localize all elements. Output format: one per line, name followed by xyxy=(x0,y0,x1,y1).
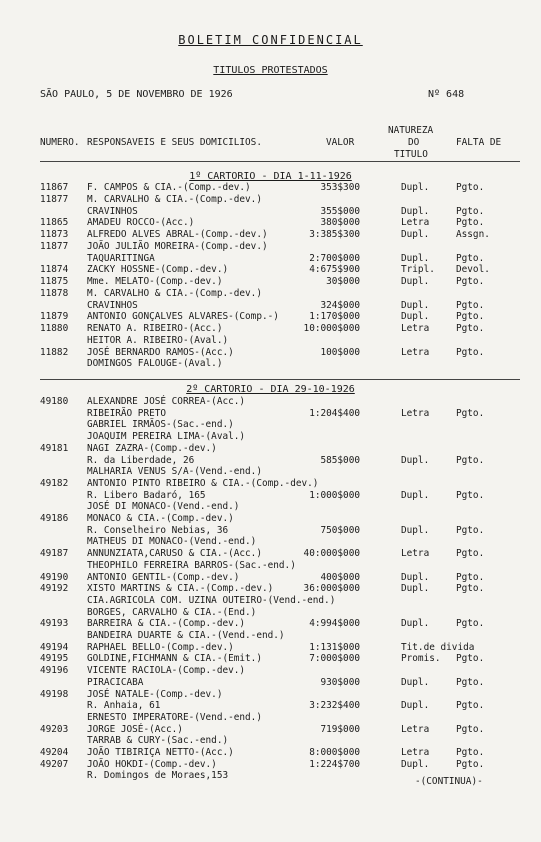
row-value: 3:232$400 xyxy=(309,700,360,712)
row-value: 355$000 xyxy=(320,205,360,217)
row-title-type: Dupl. xyxy=(401,454,430,466)
row-responsible: AMADEU ROCCO-(Acc.) xyxy=(87,217,195,229)
row-reason: Pgto. xyxy=(456,299,485,311)
table-row xyxy=(0,478,541,490)
row-responsible: ZACKY HOSSNE-(Comp.-dev.) xyxy=(87,264,229,276)
row-number: 11878 xyxy=(40,287,69,299)
col-header-valor: VALOR xyxy=(326,137,355,148)
row-value: 3:385$300 xyxy=(309,229,360,240)
row-responsible: BORGES, CARVALHO & CIA.-(End.) xyxy=(87,606,257,618)
table-row xyxy=(0,358,541,370)
row-responsible: R. Libero Badaró, 165 xyxy=(87,489,206,501)
row-responsible: MALHARIA VENUS S/A-(Vend.-end.) xyxy=(87,466,262,478)
row-value: 719$000 xyxy=(320,723,360,735)
col-header-natureza-1: NATUREZA xyxy=(388,125,434,136)
table-row xyxy=(0,677,541,689)
table-row xyxy=(0,595,541,607)
table-row xyxy=(0,490,541,502)
row-value: 1:224$700 xyxy=(309,758,360,770)
row-title-type: Dupl. xyxy=(401,700,430,712)
row-value: 1:170$000 xyxy=(309,311,360,323)
row-reason: Pgto. xyxy=(456,182,485,193)
row-title-type: Letra xyxy=(401,407,430,419)
row-responsible: R. Conselheiro Nebias, 36 xyxy=(87,524,229,536)
row-value: 380$000 xyxy=(320,217,360,229)
row-responsible: ANTONIO GENTIL-(Comp.-dev.) xyxy=(87,571,240,583)
row-number: 49180 xyxy=(40,396,69,407)
continua-footer: -(CONTINUA)- xyxy=(415,776,483,787)
table-row xyxy=(0,653,541,665)
row-responsible: JOSÉ BERNARDO RAMOS-(Acc.) xyxy=(87,346,234,358)
table-row xyxy=(0,665,541,677)
row-responsible: Mme. MELATO-(Comp.-dev.) xyxy=(87,276,223,287)
row-title-type: Letra xyxy=(401,548,430,560)
row-responsible: JOSÉ DI MONACO-(Vend.-end.) xyxy=(87,501,240,513)
row-value: 36:000$000 xyxy=(303,583,360,595)
row-number: 11874 xyxy=(40,264,69,276)
row-number: 49182 xyxy=(40,477,69,489)
table-row xyxy=(0,300,541,312)
table-row xyxy=(0,548,541,560)
row-responsible: RIBEIRÃO PRETO xyxy=(87,407,167,419)
table-row xyxy=(0,607,541,619)
row-number: 49181 xyxy=(40,442,69,454)
row-value: 8:000$000 xyxy=(309,747,360,758)
row-responsible: DOMINGOS FALOUGE-(Aval.) xyxy=(87,358,223,370)
row-number: 11877 xyxy=(40,240,69,252)
table-row xyxy=(0,396,541,408)
table-row xyxy=(0,513,541,525)
row-value: 1:131$000 xyxy=(309,641,360,653)
row-reason: Pgto. xyxy=(456,723,485,735)
row-number: 49187 xyxy=(40,548,69,560)
row-responsible: NAGI ZAZRA-(Comp.-dev.) xyxy=(87,442,217,454)
row-number: 49195 xyxy=(40,653,69,665)
col-header-numero: NUMERO. xyxy=(40,137,80,148)
row-responsible: MATHEUS DI MONACO-(Vend.-end.) xyxy=(87,536,257,548)
row-responsible: CRAVINHOS xyxy=(87,299,138,311)
row-responsible: R. Domingos de Moraes,153 xyxy=(87,770,229,782)
table-row xyxy=(0,700,541,712)
table-row xyxy=(0,443,541,455)
row-reason: Pgto. xyxy=(456,618,485,630)
row-title-type: Dupl. xyxy=(401,676,430,688)
location-date: SÃO PAULO, 5 DE NOVEMBRO DE 1926 xyxy=(40,89,233,100)
row-title-type: Dupl. xyxy=(401,276,430,287)
row-responsible: ANTONIO PINTO RIBEIRO & CIA.-(Comp.-dev.) xyxy=(87,477,319,489)
row-title-type: Promis. xyxy=(401,653,441,665)
row-responsible: JOÃO JULIÃO MOREIRA-(Comp.-dev.) xyxy=(87,240,268,252)
row-reason: Pgto. xyxy=(456,311,485,323)
row-responsible: RENATO A. RIBEIRO-(Acc.) xyxy=(87,323,223,334)
row-value: 10:000$000 xyxy=(303,323,360,334)
row-title-type: Tripl. xyxy=(401,264,435,276)
row-number: 11879 xyxy=(40,311,69,323)
row-title-type: Dupl. xyxy=(401,229,430,240)
row-reason: Pgto. xyxy=(456,548,485,560)
row-value: 324$000 xyxy=(320,299,360,311)
row-reason: Pgto. xyxy=(456,747,485,758)
document-title: BOLETIM CONFIDENCIAL xyxy=(178,33,363,47)
row-responsible: GOLDINE,FICHMANN & CIA.-(Emit.) xyxy=(87,653,262,665)
col-header-responsaveis: RESPONSAVEIS E SEUS DOMICILIOS. xyxy=(87,137,262,148)
row-title-type: Dupl. xyxy=(401,299,430,311)
row-number: 49190 xyxy=(40,571,69,583)
col-header-natureza-2: DO xyxy=(408,137,420,148)
table-row xyxy=(0,712,541,724)
table-row xyxy=(0,618,541,630)
table-row xyxy=(0,536,541,548)
row-number: 49193 xyxy=(40,618,69,630)
row-title-type: Dupl. xyxy=(401,205,430,217)
section-title: 1º CARTORIO - DIA 1-11-1926 xyxy=(189,171,352,182)
row-responsible: JOAQUIM PEREIRA LIMA-(Aval.) xyxy=(87,431,246,443)
row-value: 930$000 xyxy=(320,676,360,688)
row-number: 49207 xyxy=(40,758,69,770)
row-title-type: Letra xyxy=(401,217,430,229)
row-number: 49194 xyxy=(40,641,69,653)
row-value: 2:700$000 xyxy=(309,252,360,264)
row-title-type: Letra xyxy=(401,323,430,334)
row-number: 11877 xyxy=(40,193,69,205)
row-responsible: JORGE JOSÉ-(Acc.) xyxy=(87,723,183,735)
bulletin-number: Nº 648 xyxy=(428,89,465,100)
row-title-type: Dupl. xyxy=(401,182,430,193)
row-reason: Pgto. xyxy=(456,323,485,334)
row-title-type: Dupl. xyxy=(401,618,430,630)
table-row xyxy=(0,724,541,736)
row-value: 30$000 xyxy=(326,276,360,287)
table-row xyxy=(0,747,541,759)
row-reason: Assgn. xyxy=(456,229,490,240)
row-value: 400$000 xyxy=(320,571,360,583)
row-reason: Pgto. xyxy=(456,524,485,536)
row-responsible: GABRIEL IRMÃOS-(Sac.-end.) xyxy=(87,419,234,431)
row-responsible: RAPHAEL BELLO-(Comp.-dev.) xyxy=(87,641,234,653)
table-row xyxy=(0,335,541,347)
table-row xyxy=(0,630,541,642)
table-row xyxy=(0,466,541,478)
row-reason: Devol. xyxy=(456,264,490,276)
table-row xyxy=(0,311,541,323)
row-reason: Pgto. xyxy=(456,407,485,419)
table-row xyxy=(0,583,541,595)
row-number: 49204 xyxy=(40,747,69,758)
row-number: 49186 xyxy=(40,513,69,524)
row-value: 7:000$000 xyxy=(309,653,360,665)
row-reason: Pgto. xyxy=(456,205,485,217)
row-reason: Pgto. xyxy=(456,217,485,229)
row-responsible: R. Anhaia, 61 xyxy=(87,700,161,712)
row-number: 11865 xyxy=(40,217,69,229)
row-responsible: ALEXANDRE JOSÉ CORREA-(Acc.) xyxy=(87,396,246,407)
table-row xyxy=(0,431,541,443)
row-responsible: PIRACICABA xyxy=(87,676,144,688)
row-value: 100$000 xyxy=(320,346,360,358)
row-responsible: ERNESTO IMPERATORE-(Vend.-end.) xyxy=(87,711,262,723)
table-row xyxy=(0,455,541,467)
table-row xyxy=(0,642,541,654)
row-responsible: HEITOR A. RIBEIRO-(Aval.) xyxy=(87,334,229,346)
row-responsible: VICENTE RACIOLA-(Comp.-dev.) xyxy=(87,665,246,677)
row-responsible: M. CARVALHO & CIA.-(Comp.-dev.) xyxy=(87,287,262,299)
table-row xyxy=(0,253,541,265)
document-subtitle: TITULOS PROTESTADOS xyxy=(213,65,328,76)
row-title-type: Dupl. xyxy=(401,583,430,595)
row-responsible: ALFREDO ALVES ABRAL-(Comp.-dev.) xyxy=(87,229,268,240)
row-value: 353$300 xyxy=(320,182,360,193)
row-number: 49203 xyxy=(40,723,69,735)
row-responsible: F. CAMPOS & CIA.-(Comp.-dev.) xyxy=(87,182,251,193)
row-reason: Pgto. xyxy=(456,454,485,466)
row-value: 585$000 xyxy=(320,454,360,466)
row-responsible: JOSÉ NATALE-(Comp.-dev.) xyxy=(87,688,223,700)
row-responsible: JOÃO TIBIRIÇA NETTO-(Acc.) xyxy=(87,747,234,758)
row-reason: Pgto. xyxy=(456,346,485,358)
row-value: 1:000$000 xyxy=(309,489,360,501)
row-reason: Pgto. xyxy=(456,676,485,688)
row-title-type: Dupl. xyxy=(401,311,430,323)
table-row xyxy=(0,194,541,206)
table-row xyxy=(0,689,541,701)
table-row xyxy=(0,759,541,771)
row-value: 40:000$000 xyxy=(303,548,360,560)
table-row xyxy=(0,182,541,194)
row-title-type: Dupl. xyxy=(401,489,430,501)
row-number: 49198 xyxy=(40,688,69,700)
row-title-type: Letra xyxy=(401,346,430,358)
row-responsible: CRAVINHOS xyxy=(87,205,138,217)
row-responsible: R. da Liberdade, 26 xyxy=(87,454,195,466)
row-number: 11880 xyxy=(40,323,69,334)
table-row xyxy=(0,501,541,513)
row-responsible: TAQUARITINGA xyxy=(87,252,155,264)
table-row xyxy=(0,241,541,253)
row-responsible: TARRAB & CURY-(Sac.-end.) xyxy=(87,735,229,747)
row-reason: Pgto. xyxy=(456,489,485,501)
section-title: 2º CARTORIO - DIA 29-10-1926 xyxy=(186,384,355,395)
row-number: 11867 xyxy=(40,182,69,193)
row-title-type: Dupl. xyxy=(401,758,430,770)
table-row xyxy=(0,419,541,431)
row-reason: Pgto. xyxy=(456,583,485,595)
row-value: 4:675$900 xyxy=(309,264,360,276)
row-responsible: XISTO MARTINS & CIA.-(Comp.-dev.) xyxy=(87,583,274,595)
section-divider xyxy=(40,379,520,380)
row-reason: Pgto. xyxy=(456,653,485,665)
row-number: 11875 xyxy=(40,276,69,287)
row-title-type: Dupl. xyxy=(401,252,430,264)
table-row xyxy=(0,288,541,300)
row-number: 49196 xyxy=(40,665,69,677)
table-row xyxy=(0,206,541,218)
table-row xyxy=(0,347,541,359)
row-reason: Pgto. xyxy=(456,276,485,287)
row-value: 4:994$000 xyxy=(309,618,360,630)
row-number: 49192 xyxy=(40,583,69,595)
table-row xyxy=(0,323,541,335)
row-title-type: Dupl. xyxy=(401,571,430,583)
row-title-type: Letra xyxy=(401,723,430,735)
row-value: 750$000 xyxy=(320,524,360,536)
row-reason: Pgto. xyxy=(456,571,485,583)
table-row xyxy=(0,264,541,276)
table-row xyxy=(0,408,541,420)
table-row xyxy=(0,735,541,747)
col-header-falta: FALTA DE xyxy=(456,137,502,148)
row-reason: Pgto. xyxy=(456,252,485,264)
table-row xyxy=(0,276,541,288)
row-title-type: Tit.de divida xyxy=(401,641,475,653)
row-title-type: Dupl. xyxy=(401,524,430,536)
row-responsible: JOÃO HOKDI-(Comp.-dev.) xyxy=(87,758,217,770)
table-row xyxy=(0,572,541,584)
row-responsible: ANNUNZIATA,CARUSO & CIA.-(Acc.) xyxy=(87,548,262,560)
row-responsible: THEOPHILO FERREIRA BARROS-(Sac.-end.) xyxy=(87,559,296,571)
table-row xyxy=(0,560,541,572)
row-reason: Pgto. xyxy=(456,700,485,712)
table-row xyxy=(0,525,541,537)
col-header-natureza-3: TITULO xyxy=(394,149,428,160)
table-row xyxy=(0,217,541,229)
row-responsible: BARREIRA & CIA.-(Comp.-dev.) xyxy=(87,618,246,630)
row-reason: Pgto. xyxy=(456,758,485,770)
header-divider xyxy=(40,161,520,162)
row-title-type: Letra xyxy=(401,747,430,758)
row-number: 11873 xyxy=(40,229,69,240)
row-responsible: MONACO & CIA.-(Comp.-dev.) xyxy=(87,513,234,524)
row-responsible: ANTONIO GONÇALVES ALVARES-(Comp.-) xyxy=(87,311,279,323)
row-number: 11882 xyxy=(40,346,69,358)
row-responsible: BANDEIRA DUARTE & CIA.-(Vend.-end.) xyxy=(87,630,285,641)
row-value: 1:204$400 xyxy=(309,407,360,419)
row-responsible: M. CARVALHO & CIA.-(Comp.-dev.) xyxy=(87,193,262,205)
row-responsible: CIA.AGRICOLA COM. UZINA OUTEIRO-(Vend.-end.) xyxy=(87,594,336,606)
table-row xyxy=(0,229,541,241)
